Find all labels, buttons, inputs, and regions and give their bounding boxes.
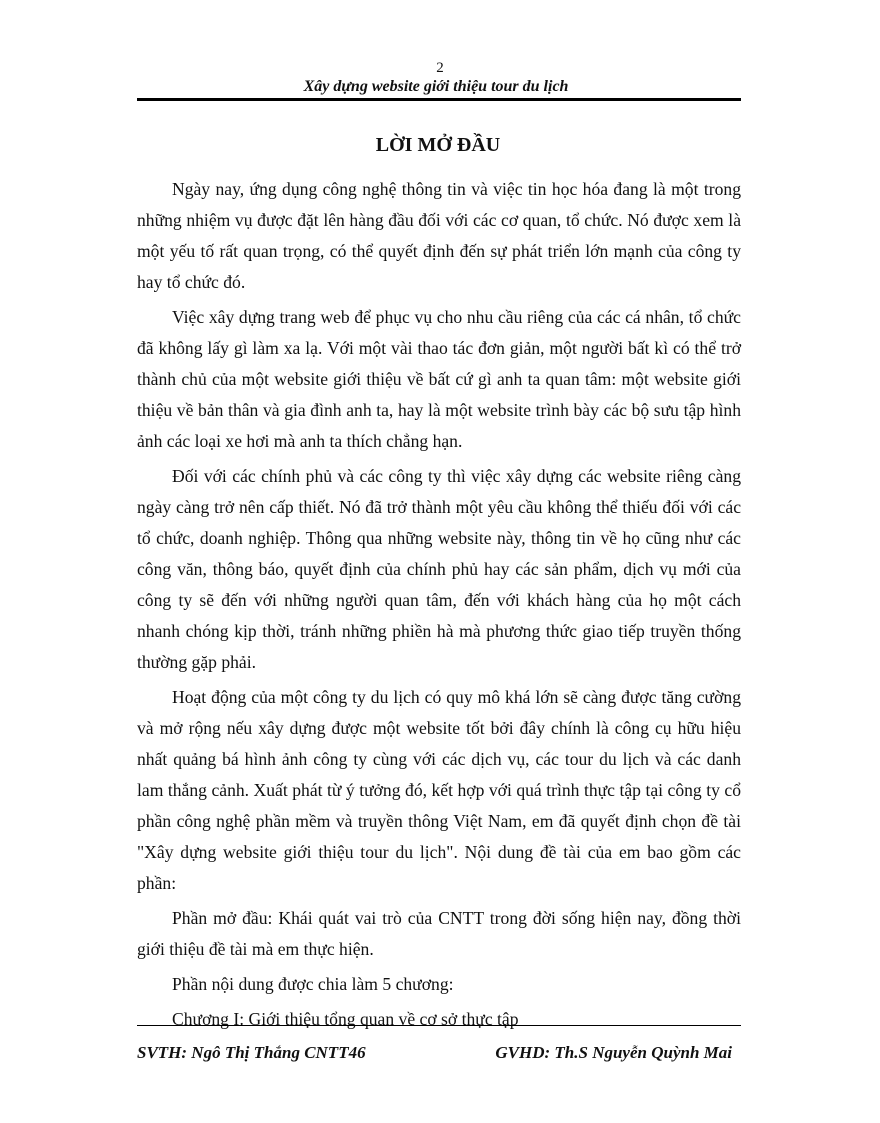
paragraph: Ngày nay, ứng dụng công nghệ thông tin và việc tin học hóa đang là một trong những nhiệm vụ được đặt lên hàng đầu đối với các cơ quan, tổ chức. Nó được xem là một yếu tố rất quan trọng, có thể quyết định đến sự phát triển lớn mạnh của công ty hay tổ chức đó.: [137, 179, 741, 292]
footer-advisor: GVHD: Th.S Nguyễn Quỳnh Mai: [495, 1043, 732, 1062]
paragraph: Chương I: Giới thiệu tổng quan về cơ sở thực tập: [172, 1009, 519, 1029]
footer-divider: [137, 1025, 741, 1026]
paragraph: Phần mở đầu: Khái quát vai trò của CNTT trong đời sống hiện nay, đồng thời giới thiệu đề tài mà em thực hiện.: [137, 908, 741, 959]
running-header-title: Xây dựng website giới thiệu tour du lịch: [303, 78, 569, 95]
paragraph: Phần nội dung được chia làm 5 chương:: [172, 974, 454, 994]
footer-student: SVTH: Ngô Thị Thắng CNTT46: [137, 1043, 366, 1062]
body-text: [137, 174, 741, 1029]
section-title: LỜI MỞ ĐẦU: [375, 134, 501, 156]
page-number: 2: [436, 60, 444, 76]
paragraph: Hoạt động của một công ty du lịch có quy mô khá lớn sẽ càng được tăng cường và mở rộng nếu xây dựng được một website tốt bởi đây chính là công cụ hữu hiệu nhất quảng bá hình ảnh công ty cùng với các dịch vụ, các tour du lịch và các danh lam thắng cảnh. Xuất phát từ ý tưởng đó, kết hợp với quá trình thực tập tại công ty cổ phần công nghệ phần mềm và truyền thông Việt Nam, em đã quyết định chọn đề tài "Xây dựng website giới thiệu tour du lịch". Nội dung đề tài của em bao gồm các phần:: [137, 687, 741, 893]
paragraph: Đối với các chính phủ và các công ty thì việc xây dựng các website riêng càng ngày càng trở nên cấp thiết. Nó đã trở thành một yêu cầu không thể thiếu đối với các tổ chức, doanh nghiệp. Thông qua những website này, thông tin về họ cũng như các công văn, thông báo, quyết định của chính phủ hay các sản phẩm, dịch vụ mới của công ty sẽ đến với những người quan tâm, đến với khách hàng của họ một cách nhanh chóng kịp thời, tránh những phiền hà mà phương thức giao tiếp truyền thống thường gặp phải.: [137, 466, 741, 672]
paragraph: Việc xây dựng trang web để phục vụ cho nhu cầu riêng của các cá nhân, tổ chức đã không lấy gì làm xa lạ. Với một vài thao tác đơn giản, một người bất kì có thể trở thành chủ của một website giới thiệu về bất cứ gì anh ta quan tâm: một website giới thiệu về bản thân và gia đình anh ta, hay là một website trình bày các bộ sưu tập hình ảnh các loại xe hơi mà anh ta thích chẳng hạn.: [137, 307, 741, 451]
header-divider: [137, 98, 741, 101]
